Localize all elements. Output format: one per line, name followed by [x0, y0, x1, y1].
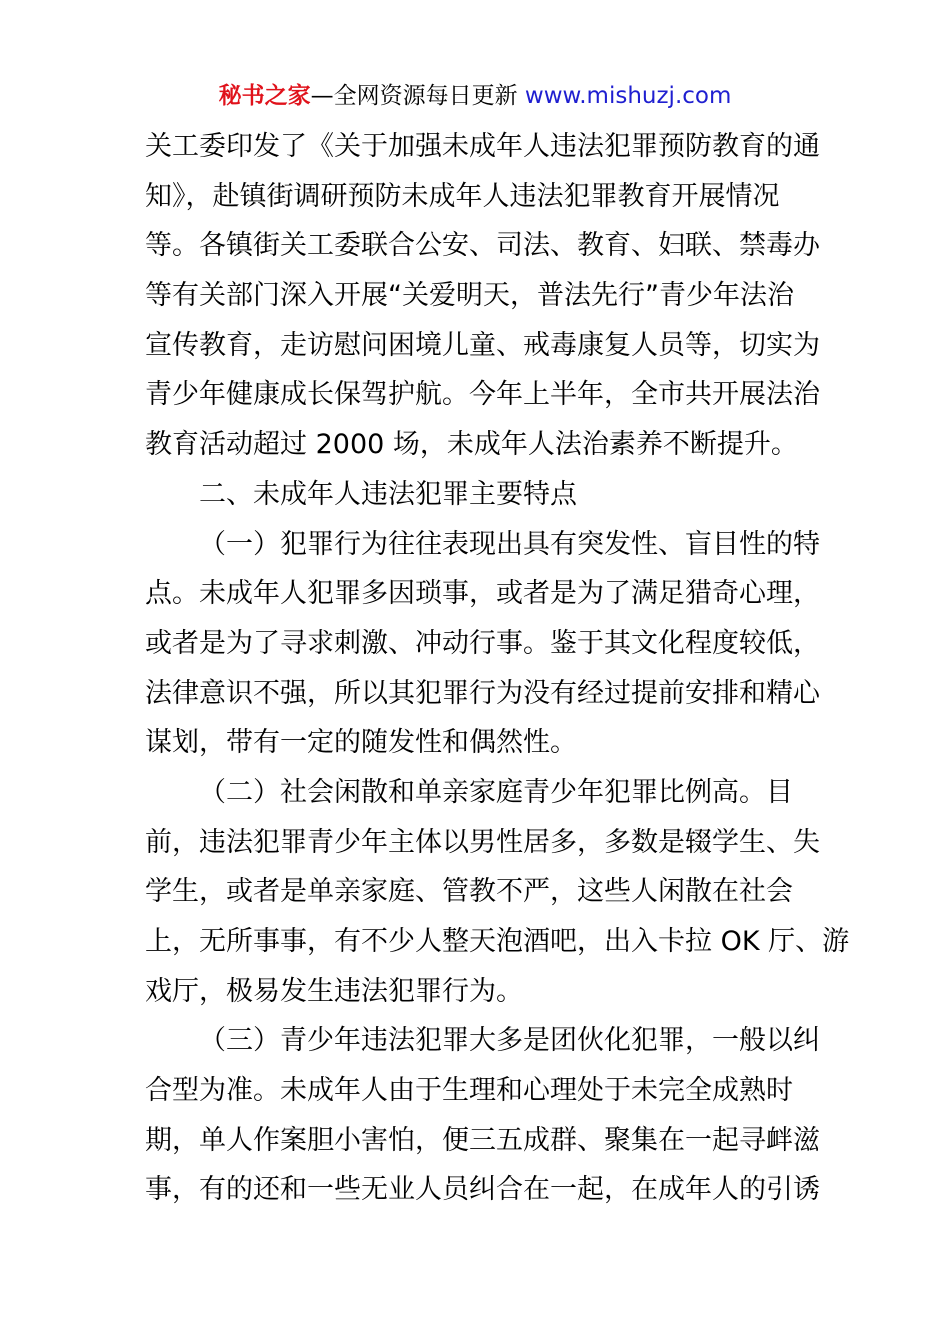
text-line: 等。各镇街关工委联合公安、司法、教育、妇联、禁毒办 [145, 230, 820, 262]
text-line: （一）犯罪行为往往表现出具有突发性、盲目性的特 [199, 528, 820, 560]
text-line: 青少年健康成长保驾护航。今年上半年，全市共开展法治 [145, 379, 820, 411]
site-url-link[interactable]: www.mishuzj.com [524, 83, 732, 109]
text-line: （三）青少年违法犯罪大多是团伙化犯罪，一般以纠 [199, 1025, 820, 1057]
page-header [0, 80, 950, 112]
text-line: 谋划，带有一定的随发性和偶然性。 [145, 727, 577, 759]
text-line: 事，有的还和一些无业人员纠合在一起，在成年人的引诱 [145, 1174, 820, 1206]
text-line: 知》，赴镇街调研预防未成年人违法犯罪教育开展情况 [145, 180, 780, 212]
text-line: 上，无所事事，有不少人整天泡酒吧，出入卡拉 OK 厅、游 [145, 926, 850, 957]
text-line: 合型为准。未成年人由于生理和心理处于未完全成熟时 [145, 1075, 793, 1107]
text-line: 点。未成年人犯罪多因琐事，或者是为了满足猎奇心理， [145, 578, 820, 610]
site-brand: 秘书之家 [218, 83, 311, 109]
text-line: 法律意识不强，所以其犯罪行为没有经过提前安排和精心 [145, 677, 820, 709]
section-heading: 二、未成年人违法犯罪主要特点 [199, 478, 577, 510]
site-slogan: —全网资源每日更新 [310, 83, 518, 109]
text-line: 或者是为了寻求刺激、冲动行事。鉴于其文化程度较低， [145, 627, 820, 659]
text-line: 关工委印发了《关于加强未成年人违法犯罪预防教育的通 [145, 131, 820, 162]
text-line: 等有关部门深入开展“关爱明天，普法先行”青少年法治 [145, 280, 794, 312]
text-line: 教育活动超过 2000 场，未成年人法治素养不断提升。 [145, 429, 798, 461]
text-line: （二）社会闲散和单亲家庭青少年犯罪比例高。目 [199, 776, 793, 808]
text-line: 戏厅，极易发生违法犯罪行为。 [145, 975, 523, 1007]
document-body [145, 122, 850, 1215]
text-line: 期，单人作案胆小害怕，便三五成群、聚集在一起寻衅滋 [145, 1124, 820, 1156]
text-line: 学生，或者是单亲家庭、管教不严，这些人闲散在社会 [145, 876, 793, 908]
text-line: 前，违法犯罪青少年主体以男性居多，多数是辍学生、失 [145, 826, 820, 858]
text-line: 宣传教育，走访慰问困境儿童、戒毒康复人员等，切实为 [145, 329, 820, 361]
